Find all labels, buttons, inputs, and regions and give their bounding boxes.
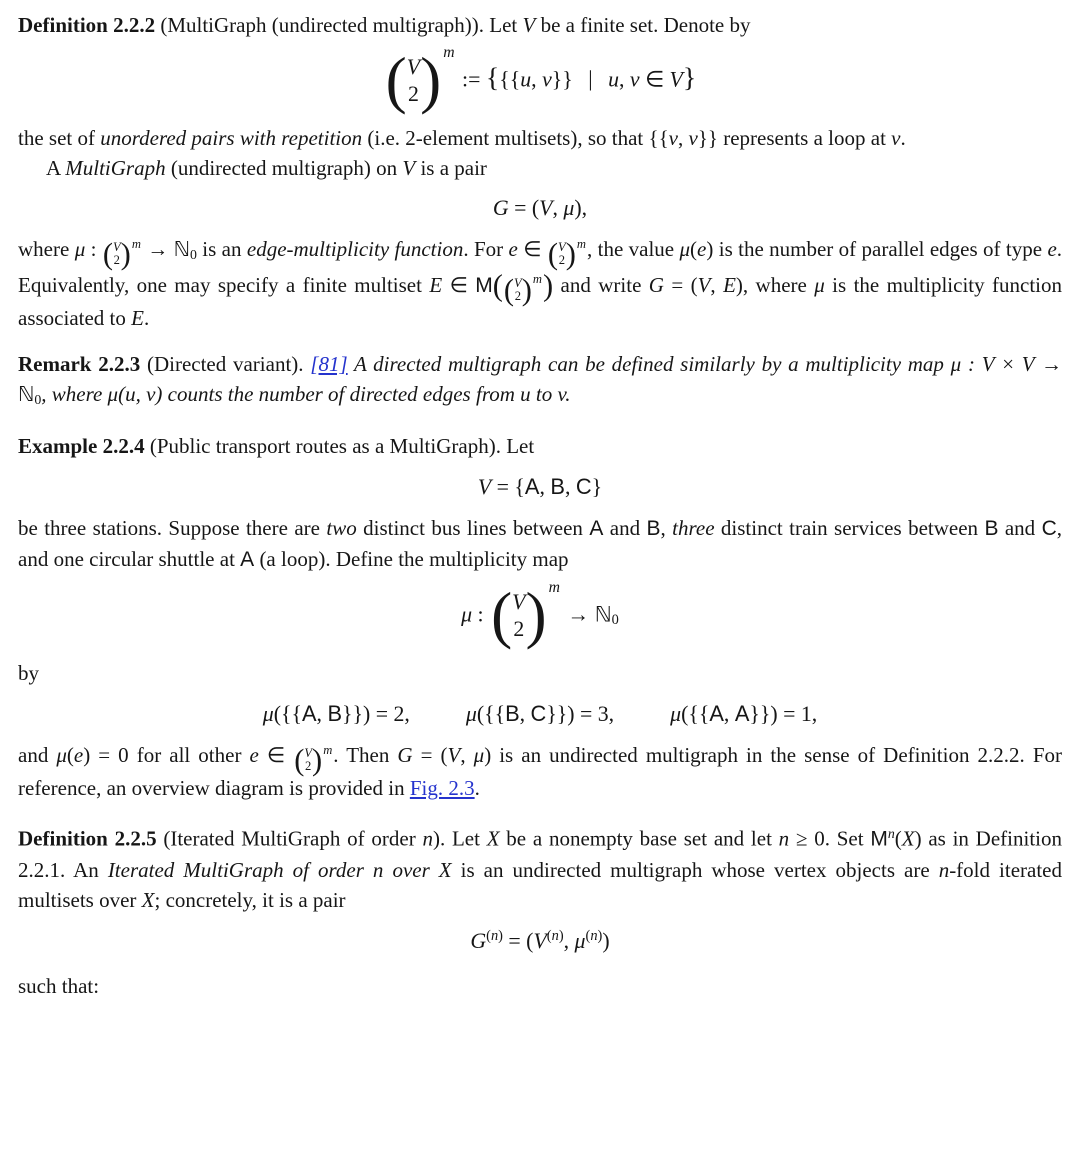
- binomial-stack: [113, 241, 121, 267]
- eq-G-V-mu: [18, 195, 1062, 222]
- eq-mu-map: [18, 579, 1062, 651]
- text-run: G: [397, 742, 413, 767]
- text-run: G: [648, 272, 664, 297]
- text-run: edge-multiplicity function: [246, 236, 464, 261]
- text-run: ,: [552, 195, 564, 220]
- text-run: e: [1047, 236, 1057, 261]
- text-run: ℕ: [18, 382, 35, 407]
- text-run: ,: [460, 742, 474, 767]
- text-run: ,: [723, 701, 735, 726]
- text-run: →: [1034, 352, 1062, 377]
- text-run: distinct bus lines between: [356, 516, 590, 541]
- text-run: A: [734, 700, 750, 726]
- text-run: E: [429, 272, 443, 297]
- binomial-top: V: [112, 239, 121, 254]
- binomial-exponent: m: [131, 236, 141, 251]
- text-run: is an: [196, 236, 247, 261]
- text-run: M: [475, 273, 493, 297]
- text-run: V: [533, 928, 547, 953]
- text-run: C: [1041, 517, 1057, 541]
- text-run: ,: [531, 67, 543, 92]
- binomial-V-choose-2: [294, 742, 333, 777]
- text-run: (undirected multigraph) on: [165, 155, 403, 180]
- text-run: B: [550, 473, 565, 499]
- binomial-bottom: 2: [305, 759, 312, 774]
- text-run: ): [602, 928, 610, 953]
- text-run: A: [524, 473, 540, 499]
- close-paren: ): [525, 580, 547, 651]
- text-run: ; concretely, it is a pair: [154, 887, 346, 912]
- binomial-top: V: [558, 239, 566, 254]
- para-multigraph-is-pair: [18, 153, 1062, 183]
- text-run: Definition 2.2.2: [18, 13, 156, 37]
- text-run: {{: [499, 67, 521, 92]
- text-run: n: [422, 826, 433, 851]
- text-run: v: [557, 382, 566, 407]
- binomial-stack: [514, 277, 522, 303]
- text-run: ,: [677, 125, 689, 150]
- text-run: V: [402, 155, 416, 180]
- text-run: (: [546, 927, 552, 944]
- text-run: , and one circular shuttle at: [18, 516, 1062, 572]
- text-run: μ: [679, 236, 691, 261]
- text-run: C: [530, 700, 547, 726]
- text-run: u: [608, 67, 619, 92]
- text-run: such that:: [18, 974, 100, 999]
- binomial-top: V: [514, 275, 522, 290]
- text-run: B: [646, 517, 661, 541]
- text-run: ∈: [442, 272, 476, 297]
- text-run: ) is an undirected multigraph in the sense of Definition 2.2.2. For reference, an overview diagram is provided in: [18, 742, 1062, 801]
- text-run: = (: [663, 272, 698, 297]
- text-run: (: [66, 742, 74, 767]
- text-run: G: [492, 195, 509, 220]
- text-run: μ: [262, 701, 274, 726]
- text-run: and write: [553, 272, 649, 297]
- text-run: ,: [316, 701, 328, 726]
- text-run: μ: [107, 382, 119, 407]
- text-run: e: [249, 742, 259, 767]
- text-run: u: [520, 382, 531, 407]
- text-run: (Directed variant).: [140, 352, 311, 377]
- text-run: μ: [814, 272, 825, 297]
- text-run: V: [697, 272, 711, 297]
- eq-V-ABC: [18, 473, 1062, 501]
- text-run: (MultiGraph (undirected multigraph)). Let: [155, 13, 523, 37]
- text-run: ,: [660, 516, 673, 541]
- text-run: = (: [412, 742, 448, 767]
- text-run: n: [590, 927, 598, 944]
- text-run: to: [530, 382, 558, 407]
- text-run: :: [472, 602, 490, 627]
- text-run: M: [870, 827, 888, 851]
- text-run: . Then: [333, 742, 398, 767]
- text-run: }: [591, 474, 603, 499]
- close-paren: ): [312, 742, 323, 777]
- text-run: . For: [463, 236, 509, 261]
- text-run: }}) = 1,: [749, 701, 818, 726]
- text-run: ∈: [517, 236, 547, 261]
- text-run: u: [520, 67, 532, 92]
- binomial-bottom: 2: [113, 253, 120, 268]
- text-run: V: [1021, 352, 1035, 377]
- text-run: n: [490, 927, 499, 944]
- text-run: ): [543, 268, 554, 303]
- eq-unordered-pairs: [18, 44, 1062, 116]
- binomial-exponent: m: [548, 579, 560, 597]
- close-paren: ): [120, 236, 131, 271]
- text-run: ,: [539, 474, 551, 499]
- text-run: E: [131, 306, 144, 331]
- binomial-V-choose-2: [385, 44, 455, 116]
- text-run: μ: [473, 742, 485, 767]
- text-run: u: [125, 382, 136, 407]
- text-run: 0: [34, 391, 42, 407]
- text-run: μ: [465, 701, 477, 726]
- text-run: . Equivalently, one may specify a finite multiset: [18, 236, 1063, 297]
- binomial-bottom: 2: [558, 253, 566, 268]
- text-run: (: [486, 927, 491, 944]
- text-run: and: [998, 516, 1042, 541]
- text-run: distinct train services between: [714, 516, 985, 541]
- eq-multiplicities: [18, 700, 1062, 728]
- para-edge-multiplicity: [18, 234, 1062, 333]
- binomial-top: V: [304, 745, 313, 760]
- text-run: ) counts the number of directed edges from: [155, 382, 521, 407]
- text-run: μ: [950, 352, 962, 377]
- text-run: .: [474, 776, 480, 801]
- text-run: ≥ 0. Set: [789, 826, 871, 851]
- open-paren: (: [385, 45, 407, 116]
- binomial-bottom: 2: [513, 617, 525, 642]
- text-run: e: [508, 236, 518, 261]
- text-run: (: [585, 927, 591, 944]
- text-run: be three stations. Suppose there are: [18, 516, 327, 541]
- close-paren: ): [521, 272, 532, 307]
- binomial-exponent: m: [323, 742, 333, 757]
- para-three-stations: [18, 513, 1062, 575]
- text-run: n: [778, 826, 790, 851]
- text-run: μ: [563, 195, 575, 220]
- text-run: B: [505, 700, 520, 726]
- binomial-stack: [512, 589, 525, 644]
- text-run: (: [690, 236, 698, 261]
- text-run: ): [558, 927, 564, 944]
- open-paren: (: [102, 236, 113, 271]
- text-run: Definition 2.2.5: [18, 826, 157, 851]
- text-run: }}) = 3,: [546, 701, 615, 726]
- text-run: v: [146, 382, 156, 407]
- text-run: A directed: [347, 352, 448, 377]
- text-run: where: [18, 236, 75, 261]
- text-run: V: [669, 67, 683, 92]
- text-run: μ: [574, 928, 586, 953]
- text-run: n: [938, 857, 950, 882]
- text-run: :=: [456, 67, 486, 92]
- text-run: :: [961, 352, 982, 377]
- para-mu-zero-elsewhere: [18, 740, 1062, 803]
- text-run: B: [984, 517, 999, 541]
- text-run: X: [901, 826, 915, 851]
- text-run: (: [894, 826, 902, 851]
- text-run: n: [887, 826, 895, 842]
- text-run: (a loop). Define the multiplicity map: [254, 547, 569, 572]
- figure-2-3-link[interactable]: Fig. 2.3: [409, 776, 475, 801]
- text-run: three: [672, 516, 715, 541]
- eq-iterated-pair: [18, 927, 1062, 955]
- text-run: .: [143, 306, 150, 331]
- text-run: Example 2.2.4: [18, 433, 145, 458]
- binomial-stack: [407, 54, 420, 109]
- close-paren: ): [420, 45, 442, 116]
- para-such-that: [18, 971, 1062, 1001]
- text-run: .: [900, 125, 906, 150]
- text-run: ): [597, 927, 603, 944]
- open-paren: (: [503, 272, 515, 307]
- example-2-2-4-head: [18, 431, 1062, 461]
- close-paren: ): [565, 236, 576, 271]
- citation-81-link[interactable]: [81]: [310, 352, 348, 377]
- text-run: X: [486, 826, 500, 851]
- text-run: and: [603, 516, 647, 541]
- text-run: ({{: [273, 701, 302, 726]
- binomial-exponent: m: [443, 44, 455, 62]
- text-run: and: [18, 742, 57, 767]
- text-run: (: [492, 268, 503, 303]
- text-run: , where: [41, 382, 108, 407]
- text-run: }} represents a loop at: [697, 125, 892, 150]
- text-run: ,: [563, 928, 575, 953]
- text-run: μ: [461, 602, 473, 627]
- text-run: v: [891, 125, 901, 150]
- text-run: (Iterated MultiGraph of order: [156, 826, 423, 851]
- text-run: μ: [670, 701, 682, 726]
- text-run: V: [981, 352, 995, 377]
- text-run: (: [118, 382, 126, 407]
- text-run: A: [589, 517, 604, 541]
- text-run: (i.e. 2-element multisets), so that {{: [362, 125, 669, 150]
- text-run: 0: [189, 246, 197, 262]
- text-run: 0: [611, 612, 619, 629]
- text-run: multigraph can be defined similarly by a multiplicity map: [447, 352, 951, 377]
- text-run: ) as in Definition 2.2.1. An: [18, 826, 1062, 882]
- text-run: ,: [519, 701, 531, 726]
- text-run: G: [470, 928, 487, 953]
- text-run: ,: [710, 272, 724, 297]
- text-run: ): [498, 927, 503, 944]
- text-run: C: [575, 473, 592, 499]
- para-by: [18, 658, 1062, 688]
- text-run: ({{: [476, 701, 506, 726]
- text-run: ({{: [681, 701, 710, 726]
- text-run: μ: [56, 742, 67, 767]
- text-run: = (: [502, 928, 534, 953]
- open-paren: (: [491, 580, 513, 651]
- text-run: .: [565, 382, 571, 407]
- text-run: V: [539, 195, 553, 220]
- text-run: unordered pairs with repetition: [100, 125, 363, 150]
- text-run: be a nonempty base set and let: [499, 826, 779, 851]
- text-run: ×: [994, 352, 1022, 377]
- text-run: two: [326, 516, 357, 541]
- text-run: }: [682, 62, 697, 94]
- text-run: B: [327, 700, 343, 726]
- text-run: ), where: [735, 272, 815, 297]
- text-run: }}) = 2,: [342, 701, 410, 726]
- definition-2-2-2-para: [18, 10, 1062, 40]
- open-paren: (: [547, 236, 559, 271]
- binomial-exponent: m: [576, 236, 586, 251]
- open-paren: (: [294, 742, 305, 777]
- binomial-stack: [558, 241, 566, 267]
- text-run: the set of: [18, 125, 101, 150]
- text-run: by: [18, 660, 39, 685]
- text-run: ∈: [258, 742, 294, 767]
- text-run: Remark 2.2.3: [18, 352, 141, 377]
- text-run: }}: [551, 67, 573, 92]
- text-run: n: [551, 927, 559, 944]
- text-run: ℕ: [173, 236, 190, 261]
- binomial-top: V: [406, 55, 421, 79]
- text-run: v: [542, 67, 552, 92]
- text-run: be a finite set. Denote by: [535, 13, 751, 37]
- text-run: →: [141, 236, 174, 261]
- text-run: X: [141, 887, 155, 912]
- text-run: v: [668, 125, 678, 150]
- text-run: v: [629, 67, 640, 92]
- text-run: V: [447, 742, 461, 767]
- text-run: ,: [135, 382, 147, 407]
- text-run: V: [522, 13, 536, 37]
- text-run: = {: [491, 474, 525, 499]
- text-run: ,: [564, 474, 576, 499]
- text-run: , the value: [587, 236, 680, 261]
- text-run: ℕ: [594, 601, 612, 627]
- text-run: e: [73, 742, 84, 767]
- definition-2-2-5-para: [18, 819, 1062, 915]
- text-run: -fold iterated multisets over: [18, 857, 1062, 912]
- text-run: V: [477, 474, 492, 499]
- text-run: is the multiplicity function associated to: [18, 272, 1062, 331]
- text-run: ) is the number of parallel edges of type: [706, 236, 1048, 261]
- text-run: A: [301, 700, 317, 726]
- text-run: ∈: [639, 67, 670, 92]
- binomial-stack: [304, 747, 312, 773]
- text-run: is a pair: [415, 155, 487, 180]
- binomial-bottom: 2: [407, 82, 419, 107]
- text-run: |: [582, 67, 599, 92]
- binomial-top: V: [512, 590, 526, 615]
- text-run: E: [723, 272, 736, 297]
- text-run: :: [85, 236, 102, 261]
- text-run: ),: [574, 195, 588, 220]
- text-run: (Public transport routes as a MultiGraph). Let: [144, 433, 535, 458]
- text-run: →: [561, 602, 595, 627]
- remark-2-2-3-para: [18, 349, 1062, 415]
- text-run: {: [485, 62, 500, 94]
- text-run: v: [688, 125, 698, 150]
- binomial-V-choose-2: [102, 236, 141, 271]
- text-run: A: [240, 548, 255, 572]
- text-run: Iterated MultiGraph of order n over X: [107, 857, 452, 882]
- text-run: ). Let: [432, 826, 487, 851]
- text-run: μ: [74, 236, 86, 261]
- text-run: MultiGraph: [65, 155, 166, 180]
- binomial-V-choose-2: [547, 236, 586, 271]
- text-run: e: [697, 236, 707, 261]
- binomial-V-choose-2: [491, 579, 560, 651]
- text-run: A: [709, 700, 724, 726]
- binomial-V-choose-2: [503, 272, 542, 307]
- text-run: ) = 0 for all other: [83, 742, 250, 767]
- binomial-bottom: 2: [514, 288, 522, 303]
- para-unordered-pairs-note: [18, 123, 1062, 153]
- text-run: = (: [508, 195, 540, 220]
- binomial-exponent: m: [532, 272, 542, 287]
- text-run: A: [46, 155, 66, 180]
- text-run: is an undirected multigraph whose vertex objects are: [451, 857, 939, 882]
- text-run: ,: [618, 67, 630, 92]
